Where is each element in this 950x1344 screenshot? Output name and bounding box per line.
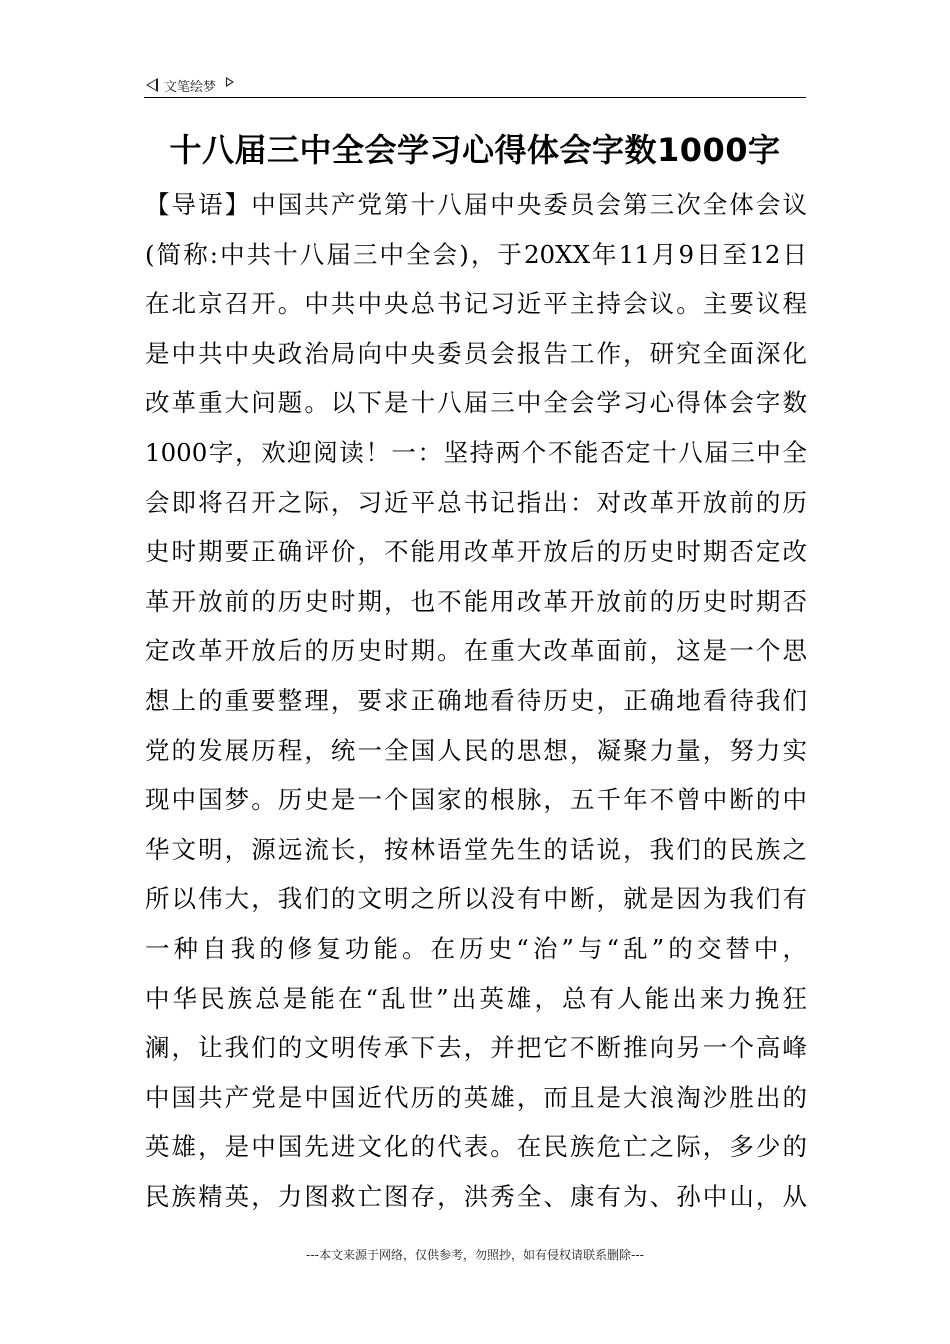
body-line: 是中共中央政治局向中央委员会报告工作，研究全面深化	[145, 338, 807, 368]
document-body	[145, 180, 807, 1221]
body-line: 澜，让我们的文明传承下去，并把它不断推向另一个高峰	[145, 1033, 807, 1063]
page-footer: ---本文来源于网络，仅供参考，勿照抄，如有侵权请联系删除---	[306, 1248, 644, 1262]
body-line: 华文明，源远流长，按林语堂先生的话说，我们的民族之	[145, 834, 807, 864]
body-line: 史时期要正确评价，不能用改革开放后的历史时期否定改	[145, 537, 807, 567]
body-line: 1000字，欢迎阅读！一：坚持两个不能否定十八届三中全	[145, 437, 807, 467]
body-line: 现中国梦。历史是一个国家的根脉，五千年不曾中断的中	[145, 785, 807, 815]
body-line: 想上的重要整理，要求正确地看待历史，正确地看待我们	[145, 685, 807, 715]
body-line: (简称:中共十八届三中全会)，于20XX年11月9日至12日	[145, 239, 807, 269]
page-header	[146, 74, 806, 96]
body-line: 民族精英，力图救亡图存，洪秀全、康有为、孙中山，从	[145, 1181, 807, 1211]
body-line: 一种自我的修复功能。在历史“治”与“乱”的交替中，	[145, 933, 807, 963]
document-title: 十八届三中全会学习心得体会字数1000字	[169, 131, 781, 169]
body-line: 所以伟大，我们的文明之所以没有中断，就是因为我们有	[145, 884, 807, 914]
body-line: 革开放前的历史时期，也不能用改革开放前的历史时期否	[145, 586, 807, 616]
body-line: 会即将召开之际，习近平总书记指出：对改革开放前的历	[145, 487, 807, 517]
body-line: 中国共产党是中国近代历的英雄，而且是大浪淘沙胜出的	[145, 1082, 807, 1112]
body-line: 【导语】中国共产党第十八届中央委员会第三次全体会议	[145, 190, 807, 219]
body-line: 党的发展历程，统一全国人民的思想，凝聚力量，努力实	[145, 735, 807, 765]
triangle-left-icon	[146, 78, 158, 92]
body-line: 改革重大问题。以下是十八届三中全会学习心得体会字数	[145, 388, 807, 418]
header-divider	[144, 97, 806, 98]
body-line: 在北京召开。中共中央总书记习近平主持会议。主要议程	[145, 289, 807, 319]
body-line: 定改革开放后的历史时期。在重大改革面前，这是一个思	[145, 636, 807, 666]
triangle-right-icon	[226, 77, 234, 87]
body-line: 英雄，是中国先进文化的代表。在民族危亡之际，多少的	[145, 1132, 807, 1162]
header-brand: 文笔绘梦	[164, 79, 217, 95]
body-line: 中华民族总是能在“乱世”出英雄，总有人能出来力挽狂	[145, 983, 807, 1013]
